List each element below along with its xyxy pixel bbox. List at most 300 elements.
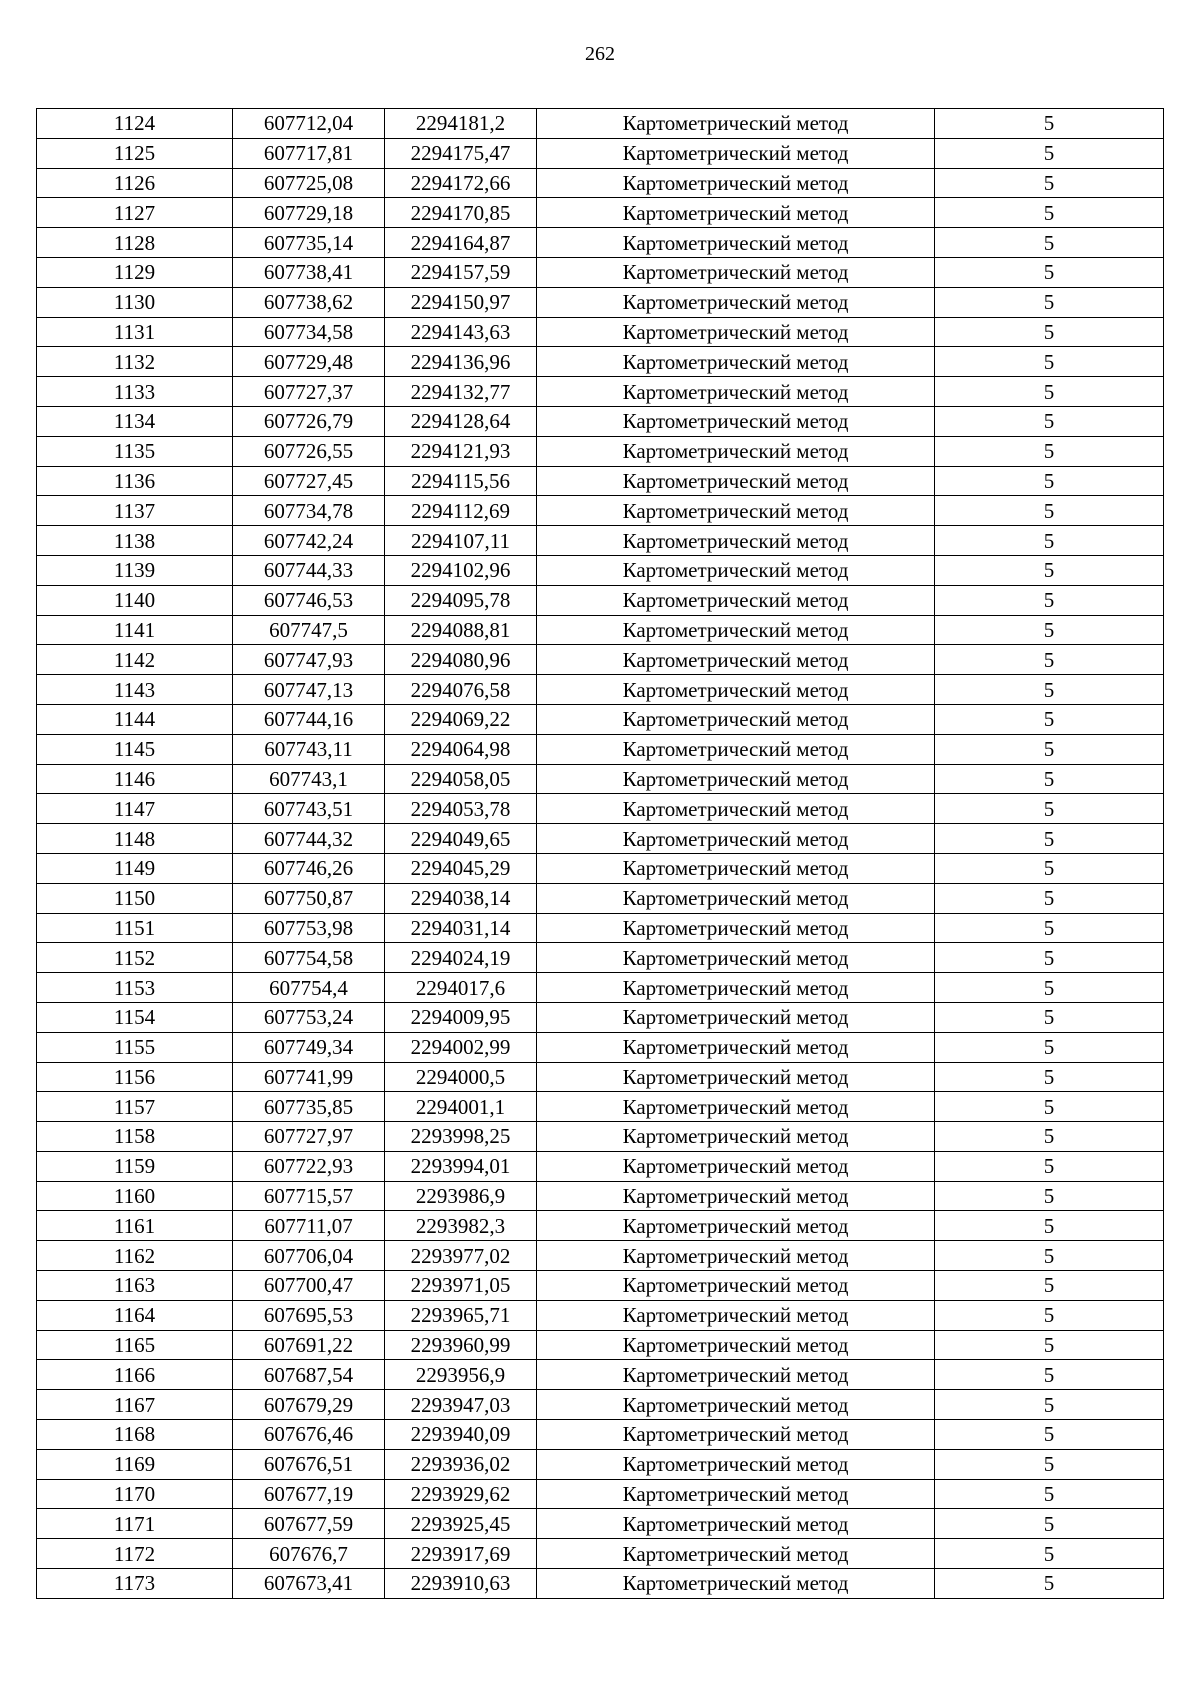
y-coordinate-cell: 2293947,03 xyxy=(385,1390,537,1420)
accuracy-cell: 5 xyxy=(935,615,1164,645)
table-row xyxy=(37,526,1164,556)
point-number-cell: 1173 xyxy=(37,1569,233,1599)
x-coordinate-cell: 607706,04 xyxy=(233,1241,385,1271)
accuracy-cell: 5 xyxy=(935,1062,1164,1092)
accuracy-cell: 5 xyxy=(935,1449,1164,1479)
point-number-cell: 1165 xyxy=(37,1330,233,1360)
x-coordinate-cell: 607734,58 xyxy=(233,317,385,347)
table-row xyxy=(37,734,1164,764)
accuracy-cell: 5 xyxy=(935,168,1164,198)
y-coordinate-cell: 2294001,1 xyxy=(385,1092,537,1122)
y-coordinate-cell: 2293965,71 xyxy=(385,1300,537,1330)
method-cell: Картометрический метод xyxy=(537,675,935,705)
table-row xyxy=(37,466,1164,496)
table-row xyxy=(37,317,1164,347)
point-number-cell: 1133 xyxy=(37,377,233,407)
y-coordinate-cell: 2294088,81 xyxy=(385,615,537,645)
method-cell: Картометрический метод xyxy=(537,228,935,258)
x-coordinate-cell: 607741,99 xyxy=(233,1062,385,1092)
accuracy-cell: 5 xyxy=(935,973,1164,1003)
x-coordinate-cell: 607717,81 xyxy=(233,138,385,168)
point-number-cell: 1151 xyxy=(37,913,233,943)
y-coordinate-cell: 2294058,05 xyxy=(385,764,537,794)
point-number-cell: 1169 xyxy=(37,1449,233,1479)
accuracy-cell: 5 xyxy=(935,1181,1164,1211)
point-number-cell: 1154 xyxy=(37,1002,233,1032)
table-row xyxy=(37,1449,1164,1479)
accuracy-cell: 5 xyxy=(935,1330,1164,1360)
x-coordinate-cell: 607734,78 xyxy=(233,496,385,526)
accuracy-cell: 5 xyxy=(935,257,1164,287)
y-coordinate-cell: 2294112,69 xyxy=(385,496,537,526)
accuracy-cell: 5 xyxy=(935,1539,1164,1569)
x-coordinate-cell: 607676,7 xyxy=(233,1539,385,1569)
x-coordinate-cell: 607735,14 xyxy=(233,228,385,258)
method-cell: Картометрический метод xyxy=(537,1211,935,1241)
accuracy-cell: 5 xyxy=(935,794,1164,824)
x-coordinate-cell: 607727,45 xyxy=(233,466,385,496)
x-coordinate-cell: 607700,47 xyxy=(233,1271,385,1301)
table-row xyxy=(37,1211,1164,1241)
point-number-cell: 1127 xyxy=(37,198,233,228)
y-coordinate-cell: 2294150,97 xyxy=(385,287,537,317)
x-coordinate-cell: 607743,11 xyxy=(233,734,385,764)
table-row xyxy=(37,1002,1164,1032)
x-coordinate-cell: 607746,26 xyxy=(233,853,385,883)
point-number-cell: 1125 xyxy=(37,138,233,168)
point-number-cell: 1146 xyxy=(37,764,233,794)
table-row xyxy=(37,1420,1164,1450)
point-number-cell: 1143 xyxy=(37,675,233,705)
accuracy-cell: 5 xyxy=(935,764,1164,794)
accuracy-cell: 5 xyxy=(935,943,1164,973)
x-coordinate-cell: 607729,18 xyxy=(233,198,385,228)
point-number-cell: 1130 xyxy=(37,287,233,317)
x-coordinate-cell: 607738,62 xyxy=(233,287,385,317)
accuracy-cell: 5 xyxy=(935,1002,1164,1032)
method-cell: Картометрический метод xyxy=(537,1032,935,1062)
method-cell: Картометрический метод xyxy=(537,257,935,287)
table-row xyxy=(37,1300,1164,1330)
y-coordinate-cell: 2294181,2 xyxy=(385,109,537,139)
y-coordinate-cell: 2294069,22 xyxy=(385,704,537,734)
table-row xyxy=(37,1032,1164,1062)
y-coordinate-cell: 2294172,66 xyxy=(385,168,537,198)
point-number-cell: 1161 xyxy=(37,1211,233,1241)
method-cell: Картометрический метод xyxy=(537,1509,935,1539)
x-coordinate-cell: 607729,48 xyxy=(233,347,385,377)
x-coordinate-cell: 607744,33 xyxy=(233,555,385,585)
point-number-cell: 1157 xyxy=(37,1092,233,1122)
accuracy-cell: 5 xyxy=(935,1300,1164,1330)
point-number-cell: 1135 xyxy=(37,436,233,466)
y-coordinate-cell: 2293940,09 xyxy=(385,1420,537,1450)
accuracy-cell: 5 xyxy=(935,496,1164,526)
method-cell: Картометрический метод xyxy=(537,943,935,973)
table-row xyxy=(37,436,1164,466)
table-row xyxy=(37,824,1164,854)
x-coordinate-cell: 607727,97 xyxy=(233,1122,385,1152)
x-coordinate-cell: 607676,51 xyxy=(233,1449,385,1479)
accuracy-cell: 5 xyxy=(935,1241,1164,1271)
x-coordinate-cell: 607744,16 xyxy=(233,704,385,734)
y-coordinate-cell: 2293971,05 xyxy=(385,1271,537,1301)
y-coordinate-cell: 2294175,47 xyxy=(385,138,537,168)
accuracy-cell: 5 xyxy=(935,436,1164,466)
point-number-cell: 1141 xyxy=(37,615,233,645)
accuracy-cell: 5 xyxy=(935,109,1164,139)
x-coordinate-cell: 607677,19 xyxy=(233,1479,385,1509)
x-coordinate-cell: 607735,85 xyxy=(233,1092,385,1122)
y-coordinate-cell: 2294045,29 xyxy=(385,853,537,883)
x-coordinate-cell: 607676,46 xyxy=(233,1420,385,1450)
y-coordinate-cell: 2294076,58 xyxy=(385,675,537,705)
y-coordinate-cell: 2294164,87 xyxy=(385,228,537,258)
accuracy-cell: 5 xyxy=(935,228,1164,258)
table-row xyxy=(37,645,1164,675)
x-coordinate-cell: 607715,57 xyxy=(233,1181,385,1211)
y-coordinate-cell: 2293986,9 xyxy=(385,1181,537,1211)
table-row xyxy=(37,1539,1164,1569)
x-coordinate-cell: 607742,24 xyxy=(233,526,385,556)
table-row xyxy=(37,287,1164,317)
point-number-cell: 1150 xyxy=(37,883,233,913)
point-number-cell: 1163 xyxy=(37,1271,233,1301)
y-coordinate-cell: 2294024,19 xyxy=(385,943,537,973)
point-number-cell: 1134 xyxy=(37,406,233,436)
y-coordinate-cell: 2294102,96 xyxy=(385,555,537,585)
table-row xyxy=(37,496,1164,526)
x-coordinate-cell: 607711,07 xyxy=(233,1211,385,1241)
accuracy-cell: 5 xyxy=(935,347,1164,377)
table-row xyxy=(37,943,1164,973)
table-row xyxy=(37,1569,1164,1599)
method-cell: Картометрический метод xyxy=(537,1300,935,1330)
method-cell: Картометрический метод xyxy=(537,168,935,198)
point-number-cell: 1153 xyxy=(37,973,233,1003)
method-cell: Картометрический метод xyxy=(537,913,935,943)
coordinates-table xyxy=(36,108,1164,1599)
y-coordinate-cell: 2293936,02 xyxy=(385,1449,537,1479)
x-coordinate-cell: 607727,37 xyxy=(233,377,385,407)
x-coordinate-cell: 607712,04 xyxy=(233,109,385,139)
point-number-cell: 1145 xyxy=(37,734,233,764)
method-cell: Картометрический метод xyxy=(537,1569,935,1599)
x-coordinate-cell: 607687,54 xyxy=(233,1360,385,1390)
method-cell: Картометрический метод xyxy=(537,883,935,913)
method-cell: Картометрический метод xyxy=(537,764,935,794)
y-coordinate-cell: 2294132,77 xyxy=(385,377,537,407)
table-row xyxy=(37,377,1164,407)
method-cell: Картометрический метод xyxy=(537,377,935,407)
y-coordinate-cell: 2293994,01 xyxy=(385,1151,537,1181)
table-row xyxy=(37,1390,1164,1420)
accuracy-cell: 5 xyxy=(935,1271,1164,1301)
accuracy-cell: 5 xyxy=(935,1211,1164,1241)
table-row xyxy=(37,1271,1164,1301)
x-coordinate-cell: 607722,93 xyxy=(233,1151,385,1181)
point-number-cell: 1159 xyxy=(37,1151,233,1181)
method-cell: Картометрический метод xyxy=(537,853,935,883)
y-coordinate-cell: 2293910,63 xyxy=(385,1569,537,1599)
table-row xyxy=(37,794,1164,824)
table-row xyxy=(37,555,1164,585)
method-cell: Картометрический метод xyxy=(537,734,935,764)
y-coordinate-cell: 2294080,96 xyxy=(385,645,537,675)
point-number-cell: 1129 xyxy=(37,257,233,287)
point-number-cell: 1155 xyxy=(37,1032,233,1062)
y-coordinate-cell: 2294170,85 xyxy=(385,198,537,228)
y-coordinate-cell: 2293917,69 xyxy=(385,1539,537,1569)
table-row xyxy=(37,109,1164,139)
y-coordinate-cell: 2294000,5 xyxy=(385,1062,537,1092)
y-coordinate-cell: 2294157,59 xyxy=(385,257,537,287)
y-coordinate-cell: 2293956,9 xyxy=(385,1360,537,1390)
y-coordinate-cell: 2294031,14 xyxy=(385,913,537,943)
table-row xyxy=(37,973,1164,1003)
y-coordinate-cell: 2293982,3 xyxy=(385,1211,537,1241)
x-coordinate-cell: 607754,58 xyxy=(233,943,385,973)
x-coordinate-cell: 607673,41 xyxy=(233,1569,385,1599)
point-number-cell: 1142 xyxy=(37,645,233,675)
y-coordinate-cell: 2294121,93 xyxy=(385,436,537,466)
point-number-cell: 1162 xyxy=(37,1241,233,1271)
point-number-cell: 1172 xyxy=(37,1539,233,1569)
table-row xyxy=(37,1509,1164,1539)
method-cell: Картометрический метод xyxy=(537,824,935,854)
x-coordinate-cell: 607747,93 xyxy=(233,645,385,675)
accuracy-cell: 5 xyxy=(935,1122,1164,1152)
accuracy-cell: 5 xyxy=(935,853,1164,883)
accuracy-cell: 5 xyxy=(935,1509,1164,1539)
table-row xyxy=(37,1241,1164,1271)
method-cell: Картометрический метод xyxy=(537,526,935,556)
table-row xyxy=(37,1181,1164,1211)
accuracy-cell: 5 xyxy=(935,317,1164,347)
table-row xyxy=(37,1122,1164,1152)
accuracy-cell: 5 xyxy=(935,466,1164,496)
method-cell: Картометрический метод xyxy=(537,615,935,645)
page-number: 262 xyxy=(585,43,615,65)
accuracy-cell: 5 xyxy=(935,1151,1164,1181)
method-cell: Картометрический метод xyxy=(537,1330,935,1360)
method-cell: Картометрический метод xyxy=(537,1539,935,1569)
coordinates-table-body xyxy=(37,109,1164,1599)
method-cell: Картометрический метод xyxy=(537,645,935,675)
table-row xyxy=(37,675,1164,705)
point-number-cell: 1171 xyxy=(37,1509,233,1539)
table-row xyxy=(37,615,1164,645)
x-coordinate-cell: 607691,22 xyxy=(233,1330,385,1360)
method-cell: Картометрический метод xyxy=(537,198,935,228)
method-cell: Картометрический метод xyxy=(537,704,935,734)
x-coordinate-cell: 607679,29 xyxy=(233,1390,385,1420)
x-coordinate-cell: 607747,13 xyxy=(233,675,385,705)
point-number-cell: 1137 xyxy=(37,496,233,526)
x-coordinate-cell: 607695,53 xyxy=(233,1300,385,1330)
accuracy-cell: 5 xyxy=(935,675,1164,705)
method-cell: Картометрический метод xyxy=(537,1122,935,1152)
point-number-cell: 1147 xyxy=(37,794,233,824)
point-number-cell: 1140 xyxy=(37,585,233,615)
accuracy-cell: 5 xyxy=(935,1092,1164,1122)
point-number-cell: 1126 xyxy=(37,168,233,198)
point-number-cell: 1131 xyxy=(37,317,233,347)
accuracy-cell: 5 xyxy=(935,287,1164,317)
accuracy-cell: 5 xyxy=(935,406,1164,436)
y-coordinate-cell: 2293998,25 xyxy=(385,1122,537,1152)
y-coordinate-cell: 2293977,02 xyxy=(385,1241,537,1271)
accuracy-cell: 5 xyxy=(935,1360,1164,1390)
table-row xyxy=(37,1151,1164,1181)
table-row xyxy=(37,1092,1164,1122)
accuracy-cell: 5 xyxy=(935,138,1164,168)
method-cell: Картометрический метод xyxy=(537,1390,935,1420)
accuracy-cell: 5 xyxy=(935,585,1164,615)
point-number-cell: 1132 xyxy=(37,347,233,377)
y-coordinate-cell: 2294107,11 xyxy=(385,526,537,556)
y-coordinate-cell: 2294128,64 xyxy=(385,406,537,436)
y-coordinate-cell: 2293960,99 xyxy=(385,1330,537,1360)
accuracy-cell: 5 xyxy=(935,1479,1164,1509)
y-coordinate-cell: 2294002,99 xyxy=(385,1032,537,1062)
y-coordinate-cell: 2294143,63 xyxy=(385,317,537,347)
x-coordinate-cell: 607726,55 xyxy=(233,436,385,466)
x-coordinate-cell: 607753,98 xyxy=(233,913,385,943)
point-number-cell: 1160 xyxy=(37,1181,233,1211)
table-row xyxy=(37,585,1164,615)
point-number-cell: 1139 xyxy=(37,555,233,585)
table-row xyxy=(37,883,1164,913)
x-coordinate-cell: 607754,4 xyxy=(233,973,385,1003)
y-coordinate-cell: 2294136,96 xyxy=(385,347,537,377)
method-cell: Картометрический метод xyxy=(537,436,935,466)
table-row xyxy=(37,853,1164,883)
x-coordinate-cell: 607743,1 xyxy=(233,764,385,794)
method-cell: Картометрический метод xyxy=(537,406,935,436)
method-cell: Картометрический метод xyxy=(537,1360,935,1390)
x-coordinate-cell: 607726,79 xyxy=(233,406,385,436)
y-coordinate-cell: 2294064,98 xyxy=(385,734,537,764)
accuracy-cell: 5 xyxy=(935,645,1164,675)
x-coordinate-cell: 607677,59 xyxy=(233,1509,385,1539)
point-number-cell: 1128 xyxy=(37,228,233,258)
y-coordinate-cell: 2294038,14 xyxy=(385,883,537,913)
accuracy-cell: 5 xyxy=(935,1032,1164,1062)
method-cell: Картометрический метод xyxy=(537,1062,935,1092)
x-coordinate-cell: 607749,34 xyxy=(233,1032,385,1062)
y-coordinate-cell: 2294017,6 xyxy=(385,973,537,1003)
table-row xyxy=(37,913,1164,943)
method-cell: Картометрический метод xyxy=(537,1479,935,1509)
method-cell: Картометрический метод xyxy=(537,466,935,496)
method-cell: Картометрический метод xyxy=(537,555,935,585)
accuracy-cell: 5 xyxy=(935,913,1164,943)
accuracy-cell: 5 xyxy=(935,704,1164,734)
table-row xyxy=(37,1330,1164,1360)
method-cell: Картометрический метод xyxy=(537,1151,935,1181)
table-row xyxy=(37,764,1164,794)
table-row xyxy=(37,138,1164,168)
accuracy-cell: 5 xyxy=(935,526,1164,556)
table-row xyxy=(37,347,1164,377)
table-row xyxy=(37,198,1164,228)
method-cell: Картометрический метод xyxy=(537,1271,935,1301)
method-cell: Картометрический метод xyxy=(537,347,935,377)
point-number-cell: 1167 xyxy=(37,1390,233,1420)
method-cell: Картометрический метод xyxy=(537,585,935,615)
method-cell: Картометрический метод xyxy=(537,496,935,526)
point-number-cell: 1124 xyxy=(37,109,233,139)
method-cell: Картометрический метод xyxy=(537,1420,935,1450)
x-coordinate-cell: 607753,24 xyxy=(233,1002,385,1032)
accuracy-cell: 5 xyxy=(935,734,1164,764)
x-coordinate-cell: 607725,08 xyxy=(233,168,385,198)
y-coordinate-cell: 2294115,56 xyxy=(385,466,537,496)
table-row xyxy=(37,257,1164,287)
x-coordinate-cell: 607746,53 xyxy=(233,585,385,615)
accuracy-cell: 5 xyxy=(935,1390,1164,1420)
point-number-cell: 1158 xyxy=(37,1122,233,1152)
accuracy-cell: 5 xyxy=(935,198,1164,228)
table-row xyxy=(37,704,1164,734)
table-row xyxy=(37,1062,1164,1092)
accuracy-cell: 5 xyxy=(935,883,1164,913)
x-coordinate-cell: 607738,41 xyxy=(233,257,385,287)
method-cell: Картометрический метод xyxy=(537,794,935,824)
y-coordinate-cell: 2294049,65 xyxy=(385,824,537,854)
x-coordinate-cell: 607743,51 xyxy=(233,794,385,824)
table-row xyxy=(37,228,1164,258)
method-cell: Картометрический метод xyxy=(537,1449,935,1479)
y-coordinate-cell: 2294009,95 xyxy=(385,1002,537,1032)
y-coordinate-cell: 2293929,62 xyxy=(385,1479,537,1509)
point-number-cell: 1170 xyxy=(37,1479,233,1509)
point-number-cell: 1138 xyxy=(37,526,233,556)
point-number-cell: 1152 xyxy=(37,943,233,973)
table-row xyxy=(37,168,1164,198)
x-coordinate-cell: 607750,87 xyxy=(233,883,385,913)
method-cell: Картометрический метод xyxy=(537,287,935,317)
y-coordinate-cell: 2294053,78 xyxy=(385,794,537,824)
table-row xyxy=(37,1360,1164,1390)
method-cell: Картометрический метод xyxy=(537,1181,935,1211)
accuracy-cell: 5 xyxy=(935,824,1164,854)
point-number-cell: 1136 xyxy=(37,466,233,496)
y-coordinate-cell: 2293925,45 xyxy=(385,1509,537,1539)
method-cell: Картометрический метод xyxy=(537,1241,935,1271)
method-cell: Картометрический метод xyxy=(537,973,935,1003)
point-number-cell: 1168 xyxy=(37,1420,233,1450)
point-number-cell: 1166 xyxy=(37,1360,233,1390)
point-number-cell: 1149 xyxy=(37,853,233,883)
point-number-cell: 1144 xyxy=(37,704,233,734)
accuracy-cell: 5 xyxy=(935,1420,1164,1450)
method-cell: Картометрический метод xyxy=(537,138,935,168)
method-cell: Картометрический метод xyxy=(537,1002,935,1032)
accuracy-cell: 5 xyxy=(935,377,1164,407)
accuracy-cell: 5 xyxy=(935,555,1164,585)
x-coordinate-cell: 607744,32 xyxy=(233,824,385,854)
point-number-cell: 1148 xyxy=(37,824,233,854)
y-coordinate-cell: 2294095,78 xyxy=(385,585,537,615)
x-coordinate-cell: 607747,5 xyxy=(233,615,385,645)
accuracy-cell: 5 xyxy=(935,1569,1164,1599)
method-cell: Картометрический метод xyxy=(537,109,935,139)
point-number-cell: 1164 xyxy=(37,1300,233,1330)
table-row xyxy=(37,1479,1164,1509)
point-number-cell: 1156 xyxy=(37,1062,233,1092)
